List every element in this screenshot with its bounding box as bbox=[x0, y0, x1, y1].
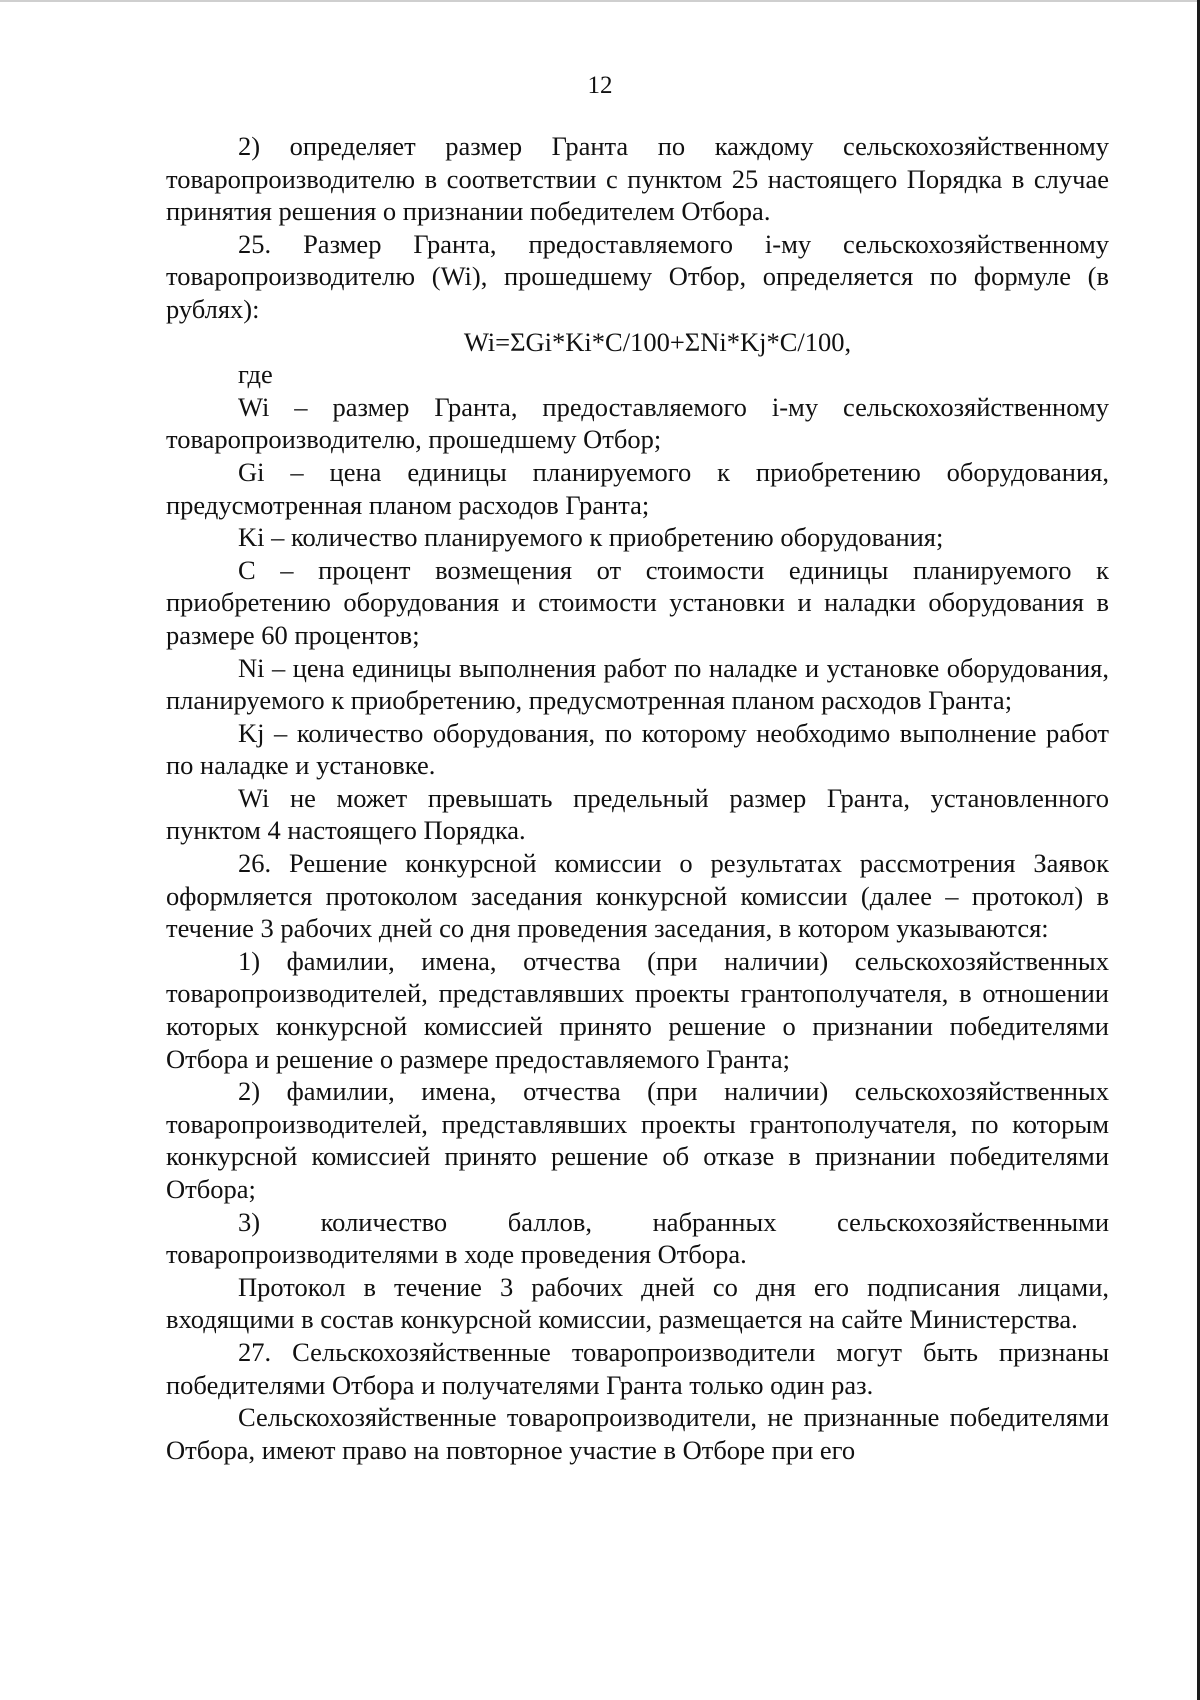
definition-ki: Ki – количество планируемого к приобретению оборудования; bbox=[238, 522, 944, 553]
definition-kj: Kj – количество оборудования, по которому необходимо выполнение работ по наладке и установке. bbox=[166, 717, 1109, 781]
formula-where-label: где bbox=[238, 359, 273, 390]
paragraph-item-3-scores: 3) количество баллов, набранных сельскохозяйственными товаропроизводителями в ходе проведения Отбора. bbox=[166, 1206, 1109, 1270]
paragraph-protocol-publication: Протокол в течение 3 рабочих дней со дня его подписания лицами, входящими в состав конкурсной комиссии, размещается на сайте Министерства. bbox=[166, 1271, 1109, 1335]
paragraph-repeat-participation: Сельскохозяйственные товаропроизводители, не признанные победителями Отбора, имеют право на повторное участие в Отборе при его bbox=[166, 1402, 1109, 1465]
document-body bbox=[166, 130, 1109, 1466]
definition-c: C – процент возмещения от стоимости единицы планируемого к приобретению оборудования и стоимости установки и наладки оборудования в размере 60 процентов; bbox=[166, 554, 1109, 650]
scan-top-edge bbox=[0, 0, 1200, 2]
paragraph-clause-25: 25. Размер Гранта, предоставляемого i-му сельскохозяйственному товаропроизводителю (Wi), прошедшему Отбор, определяется по формуле (в рублях): bbox=[166, 228, 1109, 324]
paragraph-item-1-winners: 1) фамилии, имена, отчества (при наличии) сельскохозяйственных товаропроизводителей, представлявших проекты грантополучателя, в отношении которых конкурсной комиссией принято решение о признании победителями Отбора и решение о размере предоставляемого Гранта; bbox=[166, 945, 1109, 1074]
paragraph-wi-limit: Wi не может превышать предельный размер Гранта, установленного пунктом 4 настоящего Порядка. bbox=[166, 782, 1109, 846]
page-number: 12 bbox=[587, 72, 613, 99]
definition-wi: Wi – размер Гранта, предоставляемого i-му сельскохозяйственному товаропроизводителю, прошедшему Отбор; bbox=[166, 391, 1109, 455]
paragraph-item-2-determine-grant: 2) определяет размер Гранта по каждому сельскохозяйственному товаропроизводителю в соответствии с пунктом 25 настоящего Порядка в случае принятия решения о признании победителем Отбора. bbox=[166, 131, 1109, 227]
paragraph-clause-27: 27. Сельскохозяйственные товаропроизводители могут быть признаны победителями Отбора и получателями Гранта только один раз. bbox=[166, 1336, 1109, 1400]
grant-formula: Wi=ΣGi*Ki*C/100+ΣNi*Kj*C/100, bbox=[463, 326, 852, 357]
paragraph-item-2-refusal: 2) фамилии, имена, отчества (при наличии) сельскохозяйственных товаропроизводителей, представлявших проекты грантополучателя, по которым конкурсной комиссией принято решение об отказе в признании победителями Отбора; bbox=[166, 1076, 1109, 1204]
definition-gi: Gi – цена единицы планируемого к приобретению оборудования, предусмотренная планом расходов Гранта; bbox=[166, 456, 1109, 520]
paragraph-clause-26: 26. Решение конкурсной комиссии о результатах рассмотрения Заявок оформляется протоколом заседания конкурсной комиссии (далее – протокол) в течение 3 рабочих дней со дня проведения заседания, в котором указываются: bbox=[166, 848, 1109, 944]
definition-ni: Ni – цена единицы выполнения работ по наладке и установке оборудования, планируемого к приобретению, предусмотренная планом расходов Гранта; bbox=[166, 652, 1109, 716]
